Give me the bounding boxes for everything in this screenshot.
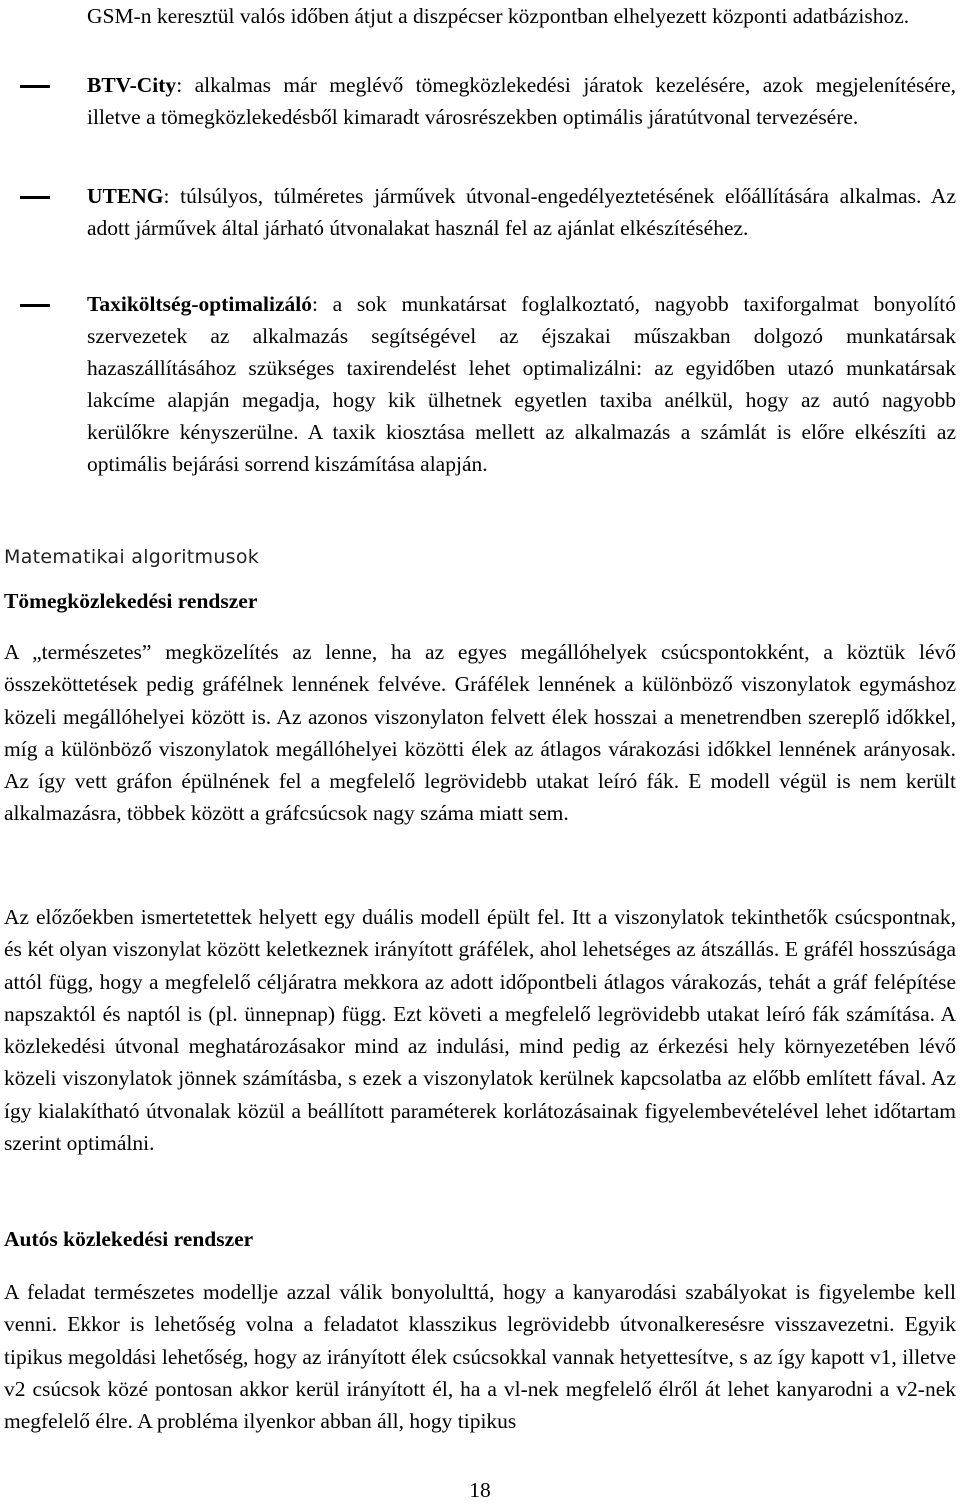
bullet-item-uteng: [0, 180, 960, 244]
bullet-item-taxi-optimizer: [0, 288, 960, 480]
bullet-dash: [20, 196, 50, 199]
page-number: 18: [469, 1478, 491, 1502]
bullet-text: : a sok munkatársat foglalkoztató, nagyobb taxiforgalmat bonyolító szervezetek az alkalmazás segítségével az éjszakai műszakban dolgozó munkatársak hazaszállításához szükséges taxirendelést lehet optimalizálni: az egyidőben utazó munkatársak lakcíme alapján megadja, hogy kik ülhetnek egyetlen taxiba anélkül, hogy az autó nagyobb kerülőkre kényszerülne. A taxik kiosztása mellett az alkalmazás a számlát is előre elkészíti az optimális bejárási sorrend kiszámítása alapján.: [87, 292, 956, 476]
subsection-title-public-transport: Tömegközlekedési rendszer: [4, 589, 258, 613]
paragraph: A „természetes” megközelítés az lenne, ha az egyes megállóhelyek csúcspontokként, a köztük lévő összeköttetések pedig gráfélnek lennének felvéve. Gráfélek lennének a különböző viszonylatok egymáshoz közeli megállóhelyei között is. Az azonos viszonylaton felvett élek hosszai a menetrendben szereplő időkkel, míg a különböző viszonylatok megállóhelyei közötti élek az átlagos várakozási időkkel lennének arányosak. Az így vett gráfon épülnének fel a megfelelő legrövidebb utakat leíró fák. E modell végül is nem került alkalmazásra, többek között a gráfcsúcsok nagy száma miatt sem.: [4, 640, 956, 826]
bullet-text: GSM-n keresztül valós időben átjut a diszpécser központban elhelyezett központi adatbázishoz.: [87, 4, 910, 28]
section-heading: Matematikai algoritmusok: [4, 546, 260, 568]
bullet-term: UTENG: [87, 184, 164, 208]
bullet-term: Taxiköltség-optimalizáló: [87, 292, 312, 316]
bullet-text: : alkalmas már meglévő tömegközlekedési járatok kezelésére, azok megjelenítésére, illetve a tömegközlekedésből kimaradt városrészekben optimális járatútvonal tervezésére.: [87, 73, 956, 129]
paragraph: A feladat természetes modellje azzal válik bonyolulttá, hogy a kanyarodási szabályokat is figyelembe kell venni. Ekkor is lehetőség volna a feladatot klasszikus legrövidebb útvonalkeresésre visszavezetni. Egyik tipikus megoldási lehetőség, hogy az irányított élek csúcsokkal vannak hetyettesítve, s az így kapott v1, illetve v2 csúcsok közé pontosan akkor kerül irányított él, ha a vl-nek megfelelő élről át lehet kanyarodni a v2-nek megfelelő élre. A probléma ilyenkor abban áll, hogy tipikus: [4, 1280, 956, 1434]
bullet-item-continuation: [0, 0, 960, 32]
bullet-item-btv-city: [0, 69, 960, 133]
bullet-dash: [20, 85, 50, 88]
bullet-dash: [20, 304, 50, 307]
bullet-text: : túlsúlyos, túlméretes járművek útvonal-engedélyeztetésének előállítására alkalmas. Az adott járművek által járható útvonalakat használ fel az ajánlat elkészítéséhez.: [87, 184, 956, 240]
bullet-term: BTV-City: [87, 73, 177, 97]
paragraph: Az előzőekben ismertetettek helyett egy duális modell épült fel. Itt a viszonylatok tekinthetők csúcspontnak, és két olyan viszonylat között keletkeznek irányított gráfélek, ahol lehetséges az átszállás. E gráfél hosszúsága attól függ, hogy a megfelelő céljáratra mekkora az adott időpontbeli átlagos várakozás, tehát a gráf felépítése napszaktól és naptól is (pl. ünnepnap) függ. Ezt követi a megfelelő legrövidebb utakat leíró fák számítása. A közlekedési útvonal meghatározásakor mind az indulási, mind pedig az érkezési hely környezetében lévő közeli viszonylatok jönnek számításba, s ezek a viszonylatok kerülnek kapcsolatba az előbb említett fával. Az így kialakítható útvonalak közül a beállított paraméterek korlátozásainak figyelembevételével lehet időtartam szerint optimálni.: [4, 905, 956, 1156]
subsection-title-car-transport: Autós közlekedési rendszer: [4, 1227, 254, 1251]
